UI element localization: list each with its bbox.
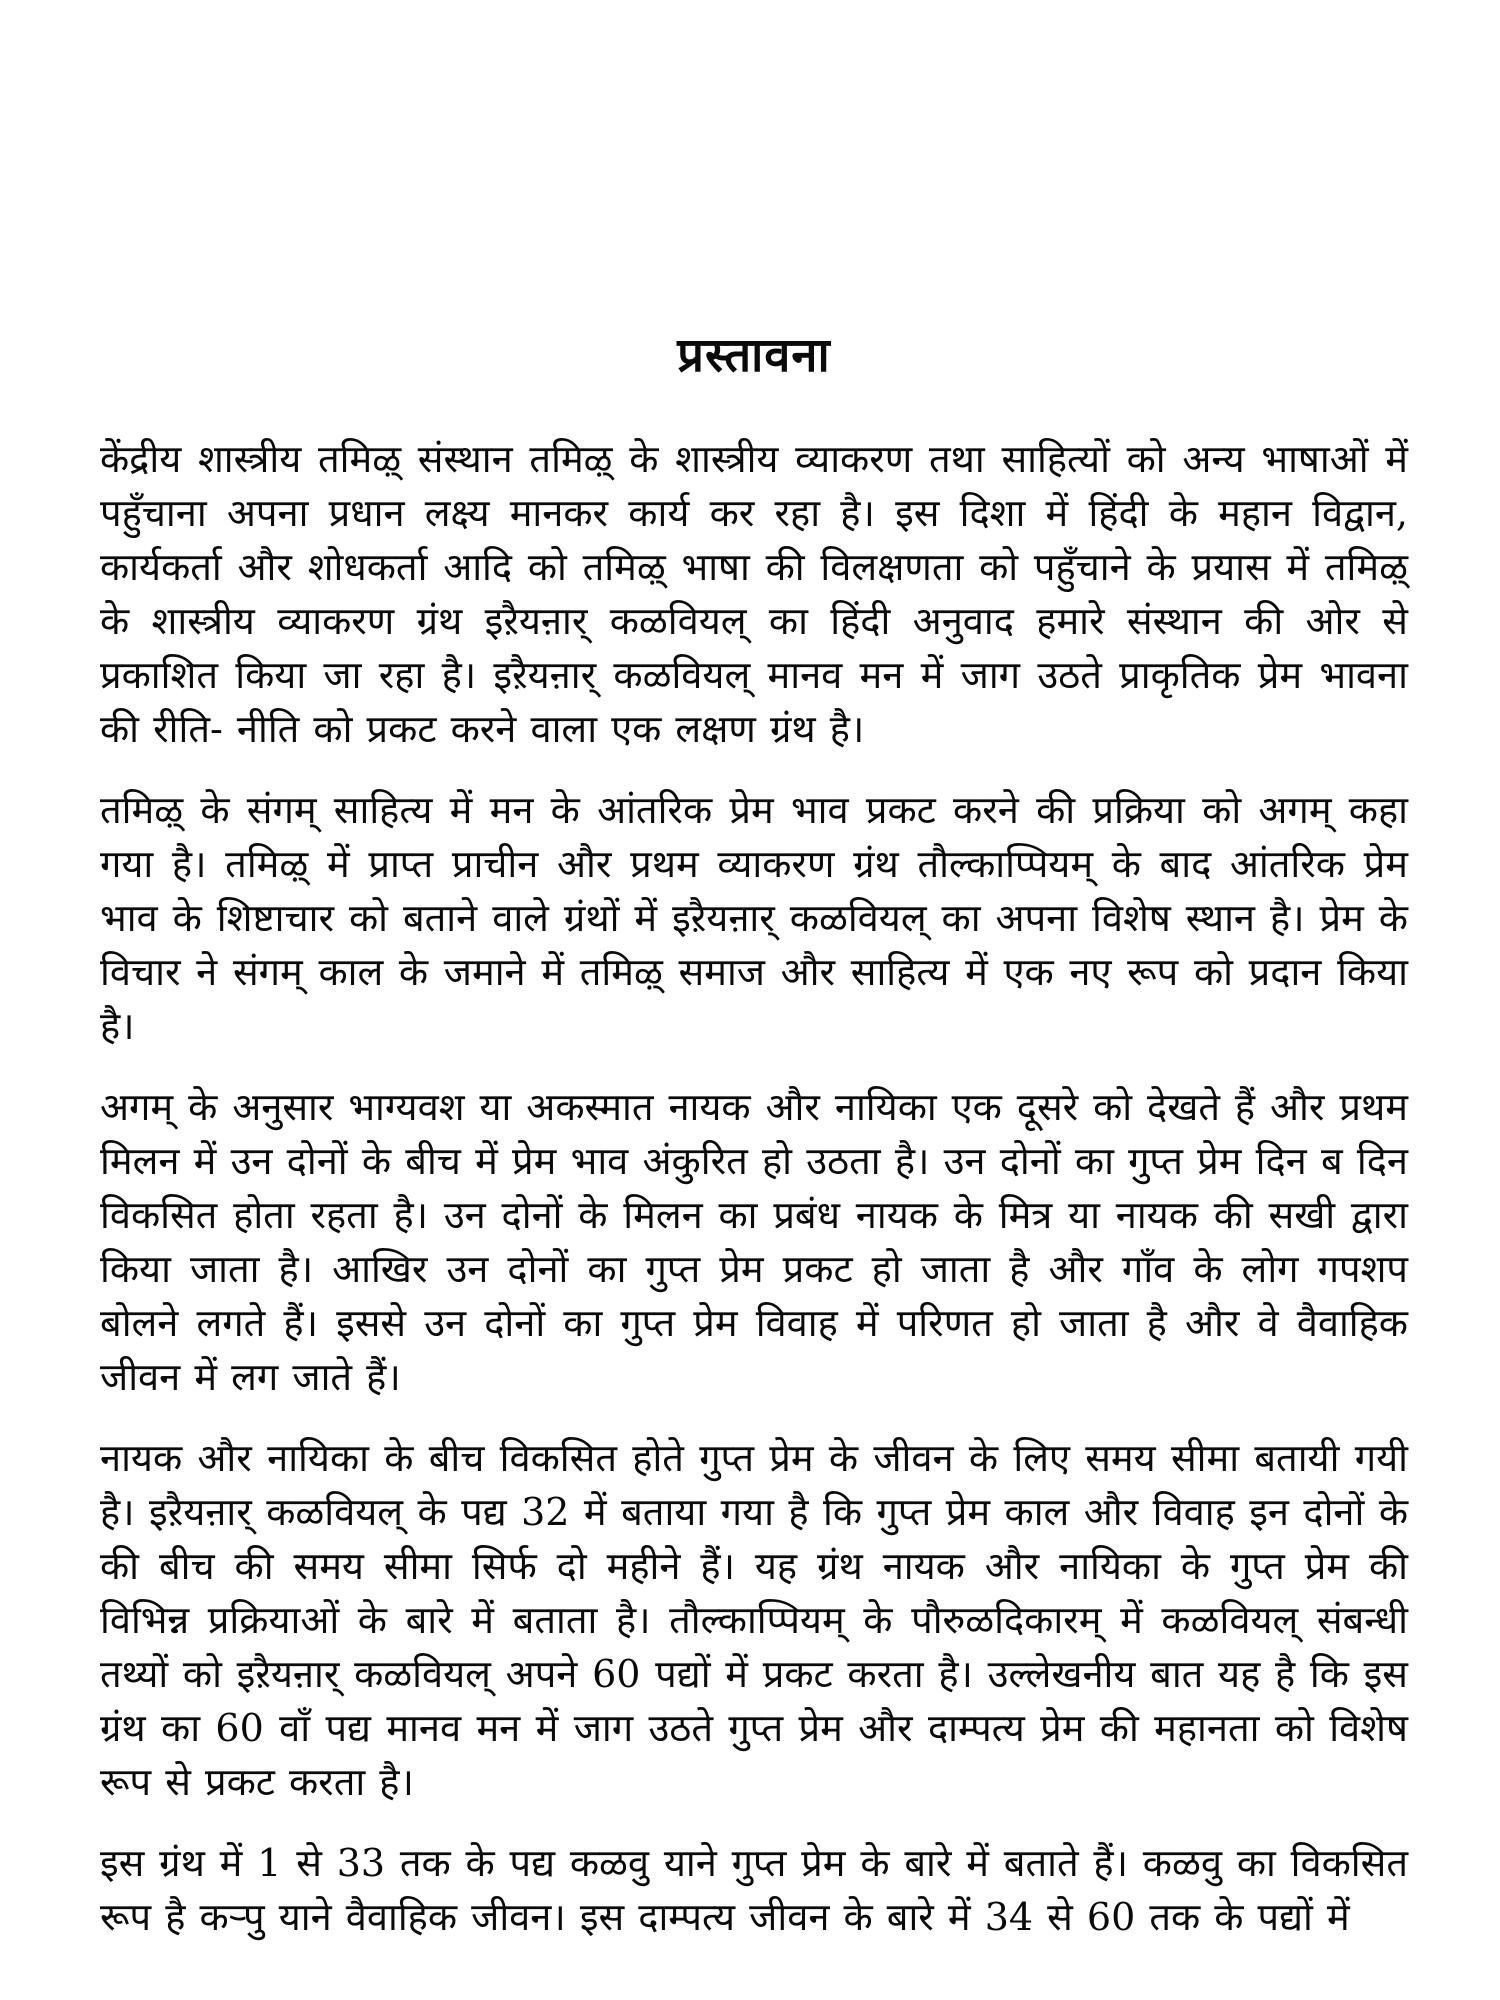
paragraph-time-limit-verses: नायक और नायिका के बीच विकसित होते गुप्त प्रेम के जीवन के लिए समय सीमा बतायी गयी है। इऱैयऩार् कळवियल् के पद्य 32 में बताया गया है कि गुप्त प्रेम काल और विवाह इन दोनों के की बीच की समय सीमा सिर्फ दो महीने हैं। यह ग्रंथ नायक और नायिका के गुप्त प्रेम की विभिन्न प्रक्रियाओं के बारे में बताता है। तौल्काप्पियम् के पौरुळदिकारम् में कळवियल् संबन्धी तथ्यों को इऱैयऩार् कळवियल् अपने 60 पद्यों में प्रकट करता है। उल्लेखनीय बात यह है कि इस ग्रंथ का 60 वाँ पद्य मानव मन में जाग उठते गुप्त प्रेम और दाम्पत्य प्रेम की महानता को विशेष रूप से प्रकट करता है। — [100, 1436, 1408, 1804]
page-title: प्रस्तावना — [677, 328, 831, 383]
paragraph-agam-love-story: अगम् के अनुसार भाग्यवश या अकस्मात नायक और नायिका एक दूसरे को देखते हैं और प्रथम मिलन में उन दोनों के बीच में प्रेम भाव अंकुरित हो उठता है। उन दोनों का गुप्त प्रेम दिन ब दिन विकसित होता रहता है। उन दोनों के मिलन का प्रबंध नायक के मित्र या नायक की सखी द्वारा किया जाता है। आखिर उन दोनों का गुप्त प्रेम प्रकट हो जाता है और गाँव के लोग गपशप बोलने लगते हैं। इससे उन दोनों का गुप्त प्रेम विवाह में परिणत हो जाता है और वे वैवाहिक जीवन में लग जाते हैं। — [100, 1085, 1408, 1399]
paragraph-sangam-literature: तमिऴ् के संगम् साहित्य में मन के आंतरिक प्रेम भाव प्रकट करने की प्रक्रिया को अगम् कहा गया है। तमिऴ् में प्राप्त प्राचीन और प्रथम व्याकरण ग्रंथ तौल्काप्पियम् के बाद आंतरिक प्रेम भाव के शिष्टाचार को बताने वाले ग्रंथों में इऱैयऩार् कळवियल् का अपना विशेष स्थान है। प्रेम के विचार ने संगम् काल के जमाने में तमिऴ् समाज और साहित्य में एक नए रूप को प्रदान किया है। — [100, 788, 1408, 1048]
paragraph-verse-range: इस ग्रंथ में 1 से 33 तक के पद्य कळवु याने गुप्त प्रेम के बारे में बताते हैं। कळवु का विकसित रूप है कऱ्पु याने वैवाहिक जीवन। इस दाम्पत्य जीवन के बारे में 34 से 60 तक के पद्यों में — [100, 1841, 1408, 1939]
document-body — [100, 432, 1408, 1944]
paragraph-intro-institute: केंद्रीय शास्त्रीय तमिऴ् संस्थान तमिऴ् के शास्त्रीय व्याकरण तथा साहित्यों को अन्य भाषाओं में पहुँचाना अपना प्रधान लक्ष्य मानकर कार्य कर रहा है। इस दिशा में हिंदी के महान विद्वान, कार्यकर्ता और शोधकर्ता आदि को तमिऴ् भाषा की विलक्षणता को पहुँचाने के प्रयास में तमिऴ् के शास्त्रीय व्याकरण ग्रंथ इऱैयऩार् कळवियल् का हिंदी अनुवाद हमारे संस्थान की ओर से प्रकाशित किया जा रहा है। इऱैयऩार् कळवियल् मानव मन में जाग उठते प्राकृतिक प्रेम भावना की रीति- नीति को प्रकट करने वाला एक लक्षण ग्रंथ है। — [100, 437, 1408, 751]
